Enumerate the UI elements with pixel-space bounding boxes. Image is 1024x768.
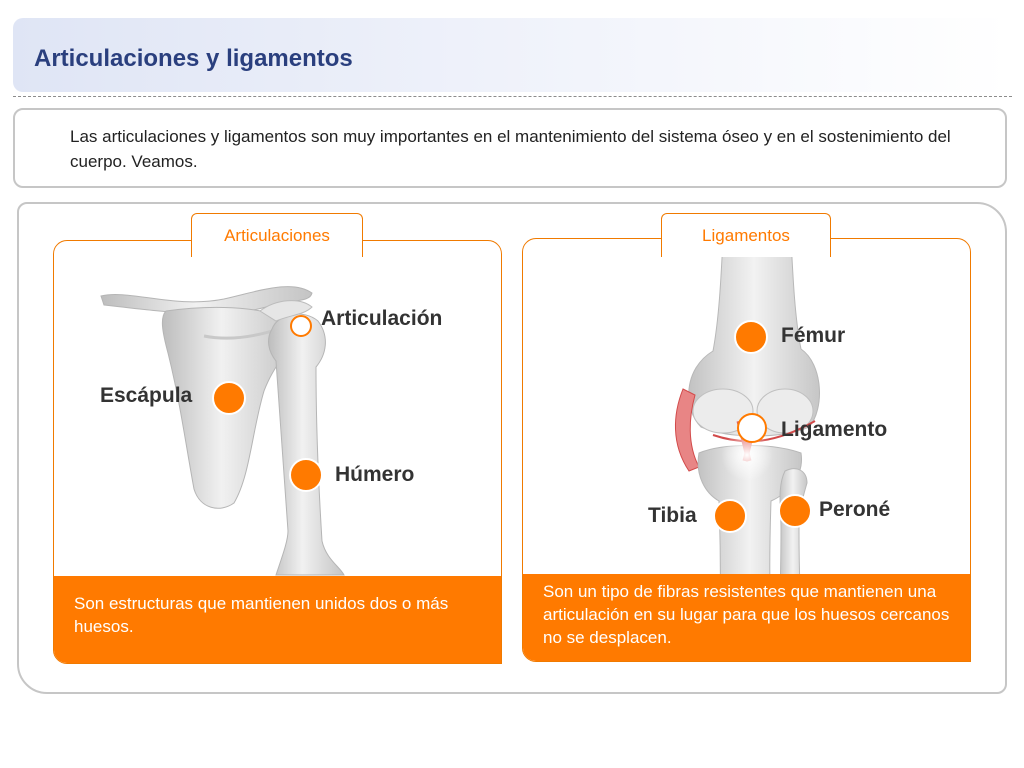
ligamento-marker[interactable] xyxy=(738,414,766,442)
tab-ligamentos[interactable]: Ligamentos xyxy=(661,213,831,257)
page-title: Articulaciones y ligamentos xyxy=(34,45,353,72)
label-humero: Húmero xyxy=(335,463,415,486)
label-escapula: Escápula xyxy=(100,384,193,407)
articulacion-marker[interactable] xyxy=(291,316,311,336)
intro-text: Las articulaciones y ligamentos son muy importantes en el mantenimiento del sistema óseo y en el sostenimiento del cuerpo. Veamos. xyxy=(70,127,951,171)
label-femur: Fémur xyxy=(781,324,846,347)
articulaciones-description: Son estructuras que mantienen unidos dos o más huesos. xyxy=(74,594,449,636)
escapula-marker[interactable] xyxy=(213,382,245,414)
ligamentos-description: Son un tipo de fibras resistentes que mantienen una articulación en su lugar para que los huesos cercanos no se desplacen. xyxy=(543,582,950,647)
tibia-marker[interactable] xyxy=(714,500,746,532)
intro-box xyxy=(13,108,1007,188)
label-tibia: Tibia xyxy=(648,504,697,527)
header-bar xyxy=(13,18,1010,92)
femur-marker[interactable] xyxy=(735,321,767,353)
ligamentos-description-box xyxy=(523,574,970,661)
label-articulacion: Articulación xyxy=(321,307,443,330)
label-ligamento: Ligamento xyxy=(781,418,888,441)
tab-articulaciones[interactable]: Articulaciones xyxy=(191,213,363,257)
articulaciones-card xyxy=(53,240,502,664)
ligamentos-card xyxy=(522,238,971,662)
humero-marker[interactable] xyxy=(290,459,322,491)
header-divider xyxy=(13,96,1012,97)
humerus-bone xyxy=(269,314,344,575)
articulaciones-description-box xyxy=(54,576,501,663)
perone-marker[interactable] xyxy=(779,495,811,527)
label-perone: Peroné xyxy=(819,498,891,521)
